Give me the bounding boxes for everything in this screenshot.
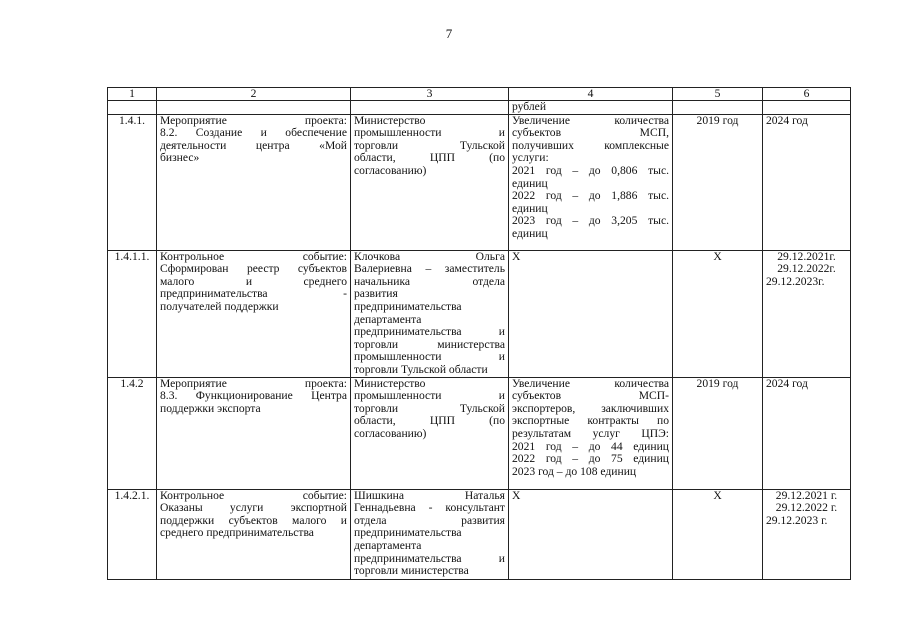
result-cell	[509, 114, 673, 250]
row-number: 1.4.2.1.	[108, 489, 157, 579]
responsible-cell	[351, 377, 509, 489]
cell-line: Оказаны услуги экспортной	[160, 501, 347, 515]
end-date-cell	[763, 101, 851, 115]
start-date-cell: 2019 год	[673, 114, 763, 250]
row-number: 1.4.1.	[108, 114, 157, 250]
table-row	[108, 101, 851, 115]
cell-line: бизнес»	[160, 151, 200, 165]
cell-line: начальника отдела	[354, 274, 505, 288]
cell-line: среднего предпринимательства	[160, 526, 314, 540]
result-cell	[509, 489, 673, 579]
row-number	[108, 101, 157, 115]
cell-line: промышленности и	[354, 126, 505, 140]
cell-line: Министерство	[354, 377, 426, 390]
table-row	[108, 250, 851, 377]
cell-line: области, ЦПП (по	[354, 151, 505, 165]
cell-line: деятельности центра «Мой	[160, 138, 347, 152]
event-cell	[157, 114, 351, 250]
cell-line: торговли Тульской области	[354, 362, 488, 376]
cell-line: торговли Тульской	[354, 138, 505, 152]
header-cell: 6	[763, 88, 851, 101]
header-cell: 4	[509, 88, 673, 101]
event-cell	[157, 250, 351, 377]
header-cell: 3	[351, 88, 509, 101]
cell-line: промышленности и	[354, 350, 505, 364]
cell-line: предпринимательства и	[354, 325, 505, 339]
responsible-cell	[351, 114, 509, 250]
cell-line: отдела развития	[354, 513, 505, 527]
cell-line: X	[512, 489, 521, 502]
result-cell	[509, 377, 673, 489]
header-row	[108, 88, 851, 101]
cell-line: 2021 год – до 44 единиц	[512, 439, 669, 453]
cell-line: 8.3. Функционирование Центра	[160, 389, 347, 403]
end-date-cell	[763, 377, 851, 489]
cell-line: поддержки субъектов малого и	[160, 513, 347, 527]
start-date-cell	[673, 101, 763, 115]
cell-line: 2024 год	[766, 377, 808, 390]
cell-line: рублей	[512, 100, 547, 113]
cell-line: Контрольное событие:	[160, 489, 347, 502]
result-cell	[509, 250, 673, 377]
cell-line: 29.12.2021г.	[777, 250, 836, 263]
cell-line: 2023 год – до 108 единиц	[512, 464, 637, 478]
cell-line: экспортеров, заключивших	[512, 401, 669, 415]
cell-line: 2021 год – до 0,806 тыс.	[512, 163, 669, 177]
cell-line: 29.12.2022 г.	[775, 501, 838, 515]
cell-line: предпринимательства	[354, 526, 462, 540]
start-date-cell: 2019 год	[673, 377, 763, 489]
cell-line: Министерство	[354, 114, 426, 127]
cell-line: Увеличение количества	[512, 377, 669, 390]
cell-line: согласованию)	[354, 163, 427, 177]
responsible-cell	[351, 250, 509, 377]
cell-line: Геннадьевна - консультант	[354, 501, 505, 515]
cell-line: торговли Тульской	[354, 401, 505, 415]
cell-line: экспортные контракты по	[512, 414, 669, 428]
cell-line: услуги:	[512, 151, 549, 165]
result-cell	[509, 101, 673, 115]
responsible-cell	[351, 489, 509, 579]
cell-line: торговли министерства	[354, 564, 469, 578]
cell-line: получивших комплексные	[512, 138, 669, 152]
end-date-cell	[763, 489, 851, 579]
row-number: 1.4.2	[108, 377, 157, 489]
cell-line: промышленности и	[354, 389, 505, 403]
cell-line: развития	[354, 287, 398, 301]
cell-line: поддержки экспорта	[160, 401, 261, 415]
cell-line: получателей поддержки	[160, 299, 279, 313]
start-date-cell: X	[673, 250, 763, 377]
cell-line: 29.12.2023г.	[766, 274, 825, 288]
end-date-cell	[763, 114, 851, 250]
cell-line: 2023 год – до 3,205 тыс.	[512, 214, 669, 228]
row-number: 1.4.1.1.	[108, 250, 157, 377]
cell-line: Сформирован реестр субъектов	[160, 262, 347, 276]
cell-line: департамента	[354, 312, 422, 326]
event-cell	[157, 101, 351, 115]
header-cell: 5	[673, 88, 763, 101]
cell-line: Мероприятие проекта:	[160, 114, 347, 127]
cell-line: 29.12.2023 г.	[766, 513, 828, 527]
end-date-cell	[763, 250, 851, 377]
responsible-cell	[351, 101, 509, 115]
cell-line: единиц	[512, 201, 548, 215]
cell-line: 2022 год – до 1,886 тыс.	[512, 189, 669, 203]
cell-line: предпринимательства	[354, 299, 462, 313]
cell-line: согласованию)	[354, 426, 427, 440]
cell-line: предпринимательства и	[354, 551, 505, 565]
cell-line: единиц	[512, 176, 548, 190]
header-cell: 2	[157, 88, 351, 101]
header-cell: 1	[108, 88, 157, 101]
cell-line: результатам услуг ЦПЭ:	[512, 426, 669, 440]
table-row	[108, 377, 851, 489]
cell-line: Шишкина Наталья	[354, 489, 505, 502]
cell-line: предпринимательства -	[160, 287, 347, 301]
cell-line: X	[512, 250, 521, 263]
cell-line: Мероприятие проекта:	[160, 377, 347, 390]
cell-line: 2022 год – до 75 единиц	[512, 452, 669, 466]
cell-line: департамента	[354, 538, 422, 552]
cell-line: Клочкова Ольга	[354, 250, 505, 263]
cell-line: Валериевна – заместитель	[354, 262, 505, 276]
cell-line: субъектов МСП,	[512, 126, 669, 140]
cell-line: 29.12.2022г.	[777, 262, 836, 276]
plan-table	[107, 87, 851, 580]
page-number: 7	[445, 26, 453, 41]
event-cell	[157, 489, 351, 579]
cell-line: субъектов МСП-	[512, 389, 669, 403]
cell-line: Увеличение количества	[512, 114, 669, 127]
cell-line: малого и среднего	[160, 274, 347, 288]
event-cell	[157, 377, 351, 489]
table-row	[108, 489, 851, 579]
cell-line: 8.2. Создание и обеспечение	[160, 126, 347, 140]
table-row	[108, 114, 851, 250]
cell-line: Контрольное событие:	[160, 250, 347, 263]
cell-line: области, ЦПП (по	[354, 414, 505, 428]
cell-line: торговли министерства	[354, 337, 505, 351]
start-date-cell: X	[673, 489, 763, 579]
cell-line: 2024 год	[766, 114, 808, 127]
cell-line: единиц	[512, 226, 548, 240]
cell-line: 29.12.2021 г.	[775, 489, 838, 502]
